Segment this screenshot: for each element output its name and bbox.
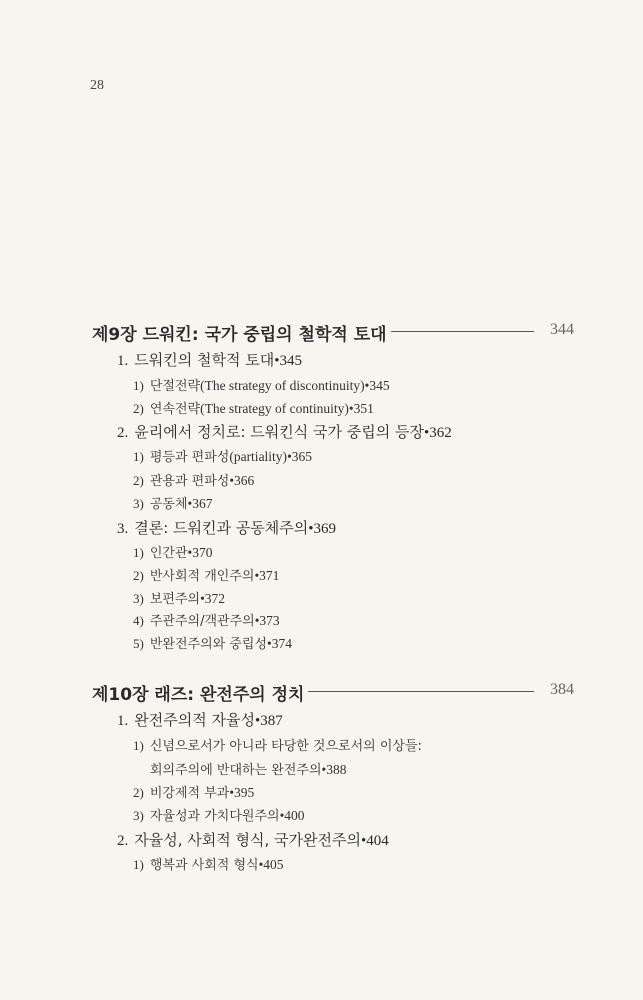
section-number: 1. [117,713,129,729]
item-title-continuation: 회의주의에 반대하는 완전주의 [150,763,322,778]
item-title: 자율성과 가치다원주의 [149,809,280,824]
subsection-entry [133,446,312,465]
subsection-entry [133,782,254,801]
item-title: 공동체 [149,497,188,512]
page-number: 28 [90,78,104,93]
section-page: •404 [360,833,389,849]
item-title: 인간관 [149,546,188,561]
item-page: •395 [229,785,255,800]
item-title-english: (The strategy of continuity) [200,401,349,416]
item-number: 3) [133,591,144,606]
item-number: 1) [133,378,144,393]
subsection-entry [133,493,213,512]
leader-rule [292,691,534,692]
subsection-entry [133,610,280,629]
chapter-page-number: 384 [550,681,574,698]
section-entry [117,829,389,850]
item-number: 5) [133,636,144,651]
item-number: 1) [133,738,144,753]
item-page: •351 [348,401,374,416]
item-title: 관용과 편파성 [149,474,230,489]
item-number: 1) [133,857,144,872]
item-title-english: (partiality) [229,449,288,464]
section-number: 2. [117,425,129,441]
item-number: 2) [133,473,144,488]
subsection-entry [133,735,422,754]
section-entry [117,421,452,442]
subsection-entry [133,470,254,489]
item-title: 보편주의 [149,592,201,607]
section-title: 자율성, 사회적 형식, 국가완전주의 [134,831,361,849]
section-page: •387 [254,713,283,729]
item-page: •366 [229,473,255,488]
section-title: 윤리에서 정치로: 드워킨식 국가 중립의 등장 [134,423,424,441]
subsection-entry [133,854,284,873]
item-page: •373 [254,613,280,628]
item-number: 3) [133,496,144,511]
item-title-english: (The strategy of discontinuity) [200,378,365,393]
item-page: •370 [187,545,213,560]
item-page: •388 [321,762,347,777]
section-entry [117,517,336,538]
subsection-entry [133,375,390,394]
subsection-entry [133,565,279,584]
item-number: 2) [133,785,144,800]
section-page: •369 [308,521,336,537]
subsection-entry [133,805,305,824]
chapter-heading [92,320,574,346]
item-title: 반완전주의와 중립성 [149,637,267,652]
item-title: 신념으로서가 아니라 타당한 것으로서의 이상들: [149,739,422,754]
section-page: •345 [274,353,302,369]
section-number: 3. [117,521,129,537]
chapter-title: 제10장 래즈: 완전주의 정치 [92,680,308,705]
section-entry [117,709,283,730]
section-number: 1. [117,353,129,369]
item-number: 3) [133,808,144,823]
chapter-title: 제9장 드워킨: 국가 중립의 철학적 토대 [92,320,391,345]
item-page: •374 [267,636,292,651]
item-title: 행복과 사회적 형식 [149,858,259,873]
item-number: 2) [133,568,144,583]
item-page: •365 [287,449,313,464]
item-number: 4) [133,613,144,628]
section-title: 완전주의적 자율성 [134,711,255,729]
item-title: 연속전략 [149,402,201,417]
chapter-heading [92,680,574,706]
item-page: •367 [187,496,213,511]
subsection-entry [133,588,225,607]
section-entry [117,349,302,370]
item-page: •371 [254,568,280,583]
chapter-page-number: 344 [550,321,574,338]
section-title: 결론: 드워킨과 공동체주의 [134,519,309,537]
subsection-entry [133,633,292,652]
item-number: 1) [133,545,144,560]
subsection-entry-continuation [150,759,347,778]
item-number: 2) [133,401,144,416]
item-title: 단절전략 [149,379,201,394]
subsection-entry [133,398,374,417]
section-page: •362 [423,425,452,441]
item-title: 반사회적 개인주의 [149,569,255,584]
item-page: •400 [279,808,305,823]
item-page: •405 [258,857,284,872]
subsection-entry [133,542,213,561]
item-title: 비강제적 부과 [149,786,230,801]
item-number: 1) [133,449,144,464]
section-number: 2. [117,833,129,849]
item-title: 주관주의/객관주의 [149,614,255,629]
item-page: •345 [364,378,390,393]
item-title: 평등과 편파성 [149,450,230,465]
section-title: 드워킨의 철학적 토대 [134,351,275,369]
item-page: •372 [200,591,226,606]
